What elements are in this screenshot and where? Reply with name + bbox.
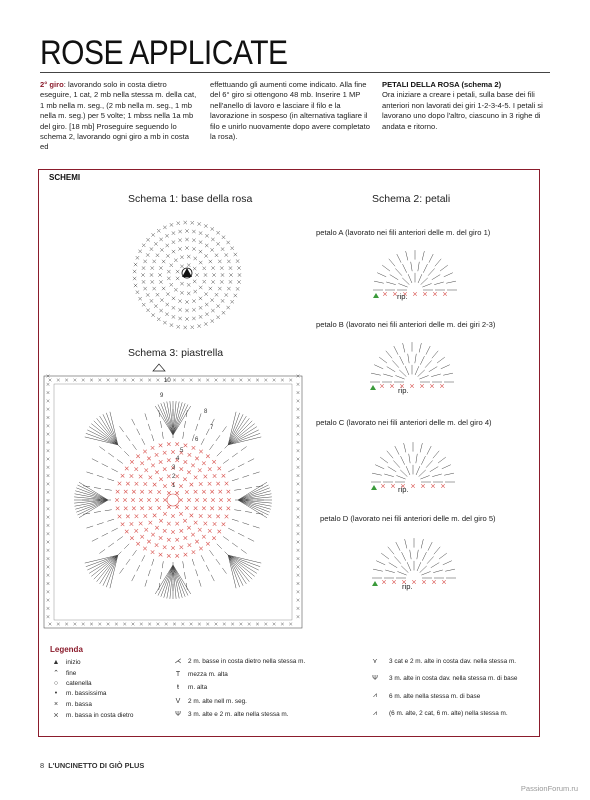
legend-item	[172, 698, 247, 705]
legend-text: m. alta	[188, 684, 208, 691]
legend-text: m. bassissima	[66, 690, 107, 698]
legend-text: m. bassa	[66, 700, 92, 708]
schema-3-title: Schema 3: piastrella	[128, 347, 224, 359]
legend-text: 6 m. alte nella stessa m. di base	[389, 692, 481, 700]
end-icon: ⌃	[53, 670, 59, 678]
round-2-text: : lavorando solo in costa dietro eseguire, 1 cat, 2 mb nella stessa m. della cat, 1 mb nella m. seg., (2 mb nella m. seg., 1 mb nella m. seg.) per 5 volte; 1 mbss nella 1a mb del giro. [18 mb] Proseguire seguendo lo schema 2, lavorando ogni giro a mb in costa ed	[40, 80, 197, 152]
text-column-1	[40, 80, 198, 153]
schemi-label: SCHEMI	[49, 173, 81, 182]
three-ch-two-dc-front-icon: ⋎	[372, 658, 378, 665]
legend-item	[172, 684, 207, 691]
legend-title: Legenda	[50, 645, 83, 654]
legend-text: 2 m. alte nell m. seg.	[188, 697, 247, 705]
half-double-icon: T	[175, 670, 181, 678]
legend-item	[365, 675, 517, 682]
tile-start-icon	[153, 364, 165, 371]
column-3-text: Ora iniziare a creare i petali, sulla base dei fili anteriori non lavorati dei giri 1-2-3-4-5. I petali si lavorano uno dopo l'altro, ciascuno in 3 righe di andata e ritorno.	[382, 90, 543, 131]
legend-text: 2 m. basse in costa dietro nella stessa m.	[188, 657, 306, 665]
petal-b-label: petalo B (lavorato nei fili anteriori delle m. dei giri 2-3)	[316, 320, 496, 329]
schema-2-title: Schema 2: petali	[372, 193, 451, 205]
petal-c-rip: rip.	[398, 485, 409, 494]
legend-item	[365, 692, 480, 700]
back-loop-single-crochet-icon: ⨯	[53, 712, 59, 719]
petal-d-diagram	[354, 524, 474, 594]
column-2-text: effettuando gli aumenti come indicato. Alla fine del 6° giro si ottengono 48 mb. Inserire 1 MP nell'anello di lavoro e lasciare il filo e la lavorazione in sospeso (in alternativa tagliare il filo e unirlo nuovamente dopo avere completato la rosa).	[210, 80, 370, 142]
tile-round-10: 10	[164, 378, 171, 384]
petal-d-rip: rip.	[402, 582, 413, 591]
six-dc-shell-icon: ⩘	[373, 692, 377, 699]
legend-text: mezza m. alta	[188, 670, 228, 678]
petal-d-label: petalo D (lavorato nei fili anteriori delle m. del giro 5)	[320, 514, 496, 523]
round-2-lead: 2° giro	[40, 80, 64, 89]
text-column-3	[382, 80, 550, 132]
tile-round-7: 7	[210, 425, 214, 431]
title-divider	[40, 72, 550, 73]
legend-item	[365, 657, 516, 665]
petal-b-rip: rip.	[398, 386, 409, 395]
single-crochet-icon: ×	[53, 700, 59, 708]
magazine-name: L'UNCINETTO DI GIÒ PLUS	[48, 761, 145, 770]
tile-round-1: 1	[172, 483, 176, 489]
legend-item	[50, 669, 76, 677]
legend-text: 3 m. alte in costa dav. nella stessa m. di base	[389, 674, 518, 682]
legend-item	[50, 680, 92, 687]
petals-heading: PETALI DELLA ROSA (schema 2)	[382, 80, 502, 89]
tile-diagram	[40, 362, 310, 632]
tile-round-5: 5	[180, 448, 184, 454]
legend-item	[50, 711, 134, 719]
legend-text: fine	[66, 669, 77, 677]
page-title: ROSE APPLICATE	[40, 34, 288, 72]
text-column-2	[210, 80, 370, 142]
petal-c-label: petalo C (lavorato nei fili anteriori delle m. del giro 4)	[316, 418, 492, 427]
tile-round-6: 6	[195, 437, 199, 443]
petal-a-rip: rip.	[397, 292, 408, 301]
legend-item	[50, 701, 92, 708]
rose-base-diagram	[122, 210, 252, 340]
legend-text: (6 m. alte, 2 cat, 6 m. alte) nella stessa m.	[389, 710, 508, 717]
start-triangle-icon: ▲	[52, 659, 60, 666]
legend-item	[172, 711, 289, 718]
legend-text: catenella	[66, 679, 92, 687]
legend-text: m. bassa in costa dietro	[66, 711, 134, 719]
page-footer	[40, 761, 144, 770]
double-crochet-icon: ŧ	[177, 684, 179, 691]
petal-c-diagram	[358, 428, 468, 498]
legend-text: inizio	[66, 659, 81, 666]
tile-round-2: 2	[172, 474, 176, 480]
tile-round-9: 9	[160, 393, 164, 399]
chain-icon: ○	[53, 679, 59, 687]
schema-1-title: Schema 1: base della rosa	[128, 193, 253, 205]
legend-text: 3 m. alte e 2 m. alte nella stessa m.	[188, 711, 289, 718]
legend-item	[365, 710, 508, 718]
watermark: PassionForum.ru	[520, 784, 578, 793]
two-dc-same-stitch-icon: V	[175, 697, 181, 705]
tile-round-4: 4	[176, 456, 180, 462]
three-dc-two-dc-icon: Ψ	[175, 711, 181, 718]
legend-item	[50, 690, 106, 697]
legend-item	[50, 659, 81, 666]
tile-round-8: 8	[204, 409, 208, 415]
petal-a-label: petalo A (lavorato nei fili anteriori delle m. del giro 1)	[316, 228, 491, 237]
two-sc-back-loop-icon: ⋌	[174, 658, 182, 665]
legend-item	[172, 657, 305, 665]
page-number: 8	[40, 761, 45, 770]
petal-a-diagram	[365, 238, 465, 306]
slip-stitch-icon: •	[54, 690, 58, 698]
large-shell-icon: ⩘	[373, 709, 377, 717]
legend-item	[172, 671, 228, 678]
petal-b-diagram	[352, 330, 472, 398]
tile-round-3: 3	[172, 465, 176, 471]
three-dc-front-loop-icon: Ψ	[372, 674, 378, 682]
legend-text: 3 cat e 2 m. alte in costa dav. nella stessa m.	[389, 657, 517, 665]
